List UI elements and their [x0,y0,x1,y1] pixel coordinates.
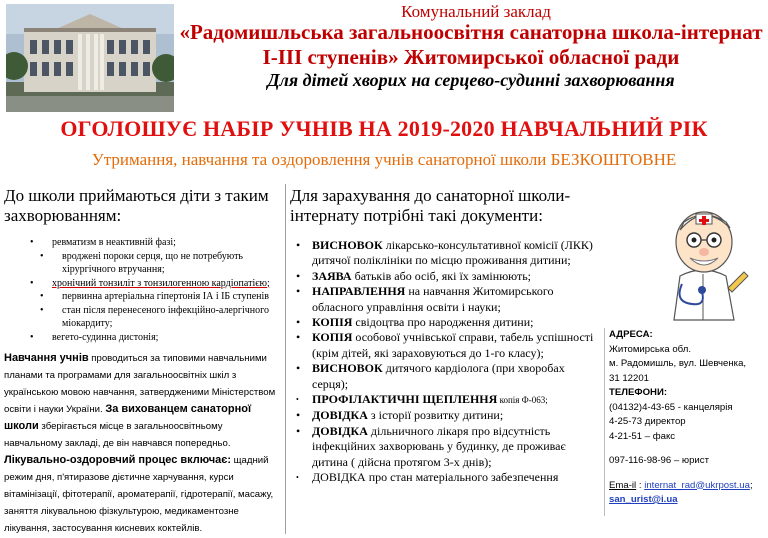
email-line: Ema-il : internat_rad@ukrpost.ua; [609,479,753,491]
list-item: • ПРОФІЛАКТИЧНІ ЩЕПЛЕННЯ копія Ф-063; [290,392,600,408]
email-link-2[interactable]: san_urist@i.ua [609,494,678,505]
free-of-charge-line: Утримання, навчання та оздоровлення учнів санаторної школи БЕЗКОШТОВНЕ [91,150,677,169]
list-item: • ДОВІДКА з історії розвитку дитини; [290,408,600,423]
contacts-box [604,328,764,516]
education-text: проводиться за типовими навчальними планами та програмами для загальноосвітніх шкіл з українською мовою навчання, затвердженими Міністерством освіти і науки України. [4,353,276,415]
list-item: • ВИСНОВОК лікарсько-консультативної комісії (ЛКК) дитячої поліклініки по місцю проживання дитини; [290,238,600,269]
school-name: «Радомишльська загальноосвітня санаторна школа-інтернат І-ІІІ ступенів» Житомирської обласної ради [179,20,763,69]
treatment-label: Лікувально-оздоровчий процес включає: [4,454,231,466]
list-item: • ЗАЯВА батьків або осіб, які їх замінюють; [290,269,600,284]
address-label: АДРЕСА: [609,329,653,340]
list-item: • КОПІЯ особової учнівської справи, табель успішності (крім дітей, які зараховуються до 1-го класу); [290,330,600,361]
list-item: • ДОВІДКА про стан матеріального забезпечення [290,470,600,485]
documents-heading: Для зарахування до санаторної школи-інтернату потрібні такі документи: [290,186,571,225]
list-item: • НАПРАВЛЕННЯ на навчання Житомирського обласного управління освіти і науки; [290,284,600,315]
org-type: Комунальний заклад [401,2,551,21]
disease-list [4,236,282,344]
phone-line: 4-21-51 – факс [609,430,676,442]
email-link-1[interactable]: internat_rad@ukrpost.ua [644,479,750,491]
phone-line: 4-25-73 директор [609,416,686,427]
documents-column [290,186,600,486]
address-line: м. Радомишль, вул. Шевченка, [609,358,747,369]
phone-line: (04132)4-43-65 - канцелярія [609,401,733,413]
diseases-heading: До школи приймаються діти з таким захворюванням: [4,186,269,225]
treatment-paragraph [4,452,282,537]
lawyer-phone: 097-116-98-96 – юрист [609,455,709,466]
address-line: 31 12201 [609,372,650,384]
phones-label: ТЕЛЕФОНИ: [609,387,668,398]
admission-column [4,186,282,537]
list-item: • ревматизм в неактивній фазі; [4,236,282,250]
documents-list [290,238,600,486]
list-item: • стан після перенесеного інфекційно-алергічного міокардиту; [4,304,282,331]
cartoon-doctor-illustration [644,192,762,322]
place-retained-text: зберігається місце в загальноосвітньому навчальному закладі, де він навчався попередньо. [4,421,231,449]
list-item: • ВИСНОВОК дитячого кардіолога (при хворобах серця); [290,361,600,392]
list-item: • КОПІЯ свідоцтва про народження дитини; [290,315,600,330]
list-item: • первинна артеріальна гіпертонія ІА і ІБ ступенів [4,290,282,304]
list-item: • ДОВІДКА дільничного лікаря про відсутність інфекційних захворювань у будинку, де проживає дитина ( дійсна протягом 3-х днів); [290,424,600,470]
school-building-photo [6,4,174,112]
treatment-text: щадний режим дня, п'ятиразове дієтичне харчування, курси вітамінізації, фітотерапії, ароматерапії, гідротерапії, масажу, заняття лікувальною фізкультурою, медикаментозне лікування, застосування кисневих коктейлів. [4,455,274,534]
school-subtitle: Для дітей хворих на серцево-судинні захворювання [267,70,675,90]
list-item: • вроджені пороки серця, що не потребують хірургічного втручання; [4,250,282,277]
address-line: Житомирська обл. [609,343,691,355]
education-label: Навчання учнів [4,352,89,364]
email-label: Ema-il [609,479,637,491]
list-item: • хронічний тонзиліт з тонзилогенною кардіопатією; [4,277,282,291]
education-paragraph [4,350,282,452]
enrollment-headline: ОГОЛОШУЄ НАБІР УЧНІВ НА 2019-2020 НАВЧАЛЬНИЙ РІК [60,116,708,141]
place-retained-label: За вихованцем санаторної школи [4,403,252,432]
column-divider [285,184,286,534]
list-item: • вегето-судинна дистонія; [4,331,282,345]
